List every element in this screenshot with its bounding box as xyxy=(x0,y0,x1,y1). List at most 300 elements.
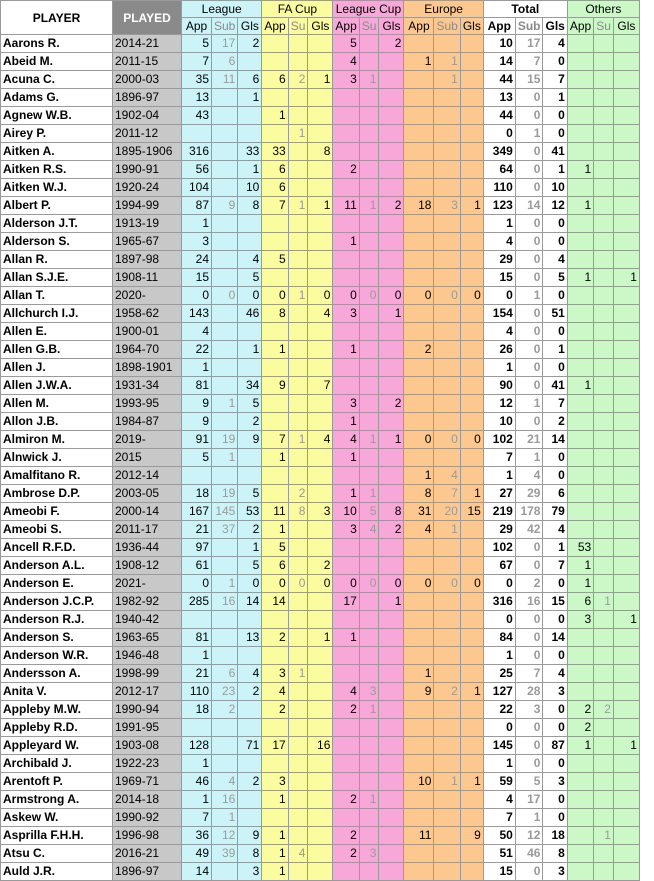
europe-app-cell xyxy=(404,791,434,809)
facup-app-cell: 3 xyxy=(262,773,288,791)
league-app-cell: 46 xyxy=(182,773,212,791)
facup-sub-cell xyxy=(288,161,308,179)
europe-app-cell xyxy=(404,395,434,413)
facup-app-cell: 5 xyxy=(262,251,288,269)
facup-sub-cell xyxy=(288,215,308,233)
facup-gls-cell xyxy=(308,251,333,269)
total-gls-cell: 14 xyxy=(543,629,567,647)
leaguecup-sub-cell xyxy=(359,449,379,467)
total-app-cell: 84 xyxy=(483,629,515,647)
others-gls-cell xyxy=(613,215,639,233)
others-sub-cell xyxy=(594,71,614,89)
europe-sub-cell xyxy=(434,359,460,377)
played-years-cell: 2014-18 xyxy=(113,791,182,809)
facup-sub-cell: 1 xyxy=(288,125,308,143)
facup-app-cell: 2 xyxy=(262,629,288,647)
played-years-cell: 2011-17 xyxy=(113,521,182,539)
others-app-cell xyxy=(567,233,593,251)
europe-app-cell xyxy=(404,89,434,107)
total-sub-cell: 0 xyxy=(515,341,543,359)
europe-sub-cell xyxy=(434,557,460,575)
facup-app-cell xyxy=(262,323,288,341)
europe-sub-cell: 0 xyxy=(434,431,460,449)
total-app-cell: 29 xyxy=(483,251,515,269)
total-app-cell: 102 xyxy=(483,539,515,557)
league-gls-cell xyxy=(238,755,262,773)
europe-gls-cell: 1 xyxy=(460,197,483,215)
league-app-cell: 4 xyxy=(182,323,212,341)
table-row xyxy=(1,179,640,197)
league-app-cell: 97 xyxy=(182,539,212,557)
others-app-cell: 1 xyxy=(567,557,593,575)
player-name-cell: Appleyard W. xyxy=(1,737,113,755)
europe-sub-cell xyxy=(434,323,460,341)
others-app-cell: 2 xyxy=(567,701,593,719)
europe-gls-cell xyxy=(460,845,483,863)
leaguecup-app-cell: 0 xyxy=(333,575,359,593)
played-years-cell: 1984-87 xyxy=(113,413,182,431)
facup-sub-cell xyxy=(288,413,308,431)
league-app-cell: 91 xyxy=(182,431,212,449)
league-sub-cell xyxy=(212,719,238,737)
others-gls-cell xyxy=(613,71,639,89)
player-name-cell: Auld J.R. xyxy=(1,863,113,881)
leaguecup-gls-cell: 1 xyxy=(379,593,404,611)
facup-gls-cell xyxy=(308,467,333,485)
others-gls-cell xyxy=(613,161,639,179)
leaguecup-sub-cell xyxy=(359,809,379,827)
total-app-cell: 67 xyxy=(483,557,515,575)
table-row xyxy=(1,683,640,701)
europe-app-cell xyxy=(404,755,434,773)
others-gls-cell xyxy=(613,575,639,593)
leaguecup-sub-cell xyxy=(359,755,379,773)
player-name-cell: Askew W. xyxy=(1,809,113,827)
player-name-cell: Almiron M. xyxy=(1,431,113,449)
league-app-cell: 18 xyxy=(182,485,212,503)
total-gls-cell: 7 xyxy=(543,557,567,575)
total-app-cell: 59 xyxy=(483,773,515,791)
player-name-cell: Anderson J.C.P. xyxy=(1,593,113,611)
facup-app-cell: 6 xyxy=(262,179,288,197)
player-name-cell: Ameobi S. xyxy=(1,521,113,539)
total-app-cell: 13 xyxy=(483,89,515,107)
league-app-cell: 9 xyxy=(182,413,212,431)
facup-gls-cell xyxy=(308,359,333,377)
others-sub-cell: 1 xyxy=(594,827,614,845)
leaguecup-sub-cell: 1 xyxy=(359,791,379,809)
league-gls-cell: 53 xyxy=(238,503,262,521)
player-name-cell: Anderson S. xyxy=(1,629,113,647)
others-app-cell xyxy=(567,773,593,791)
leaguecup-gls-cell xyxy=(379,557,404,575)
europe-gls-cell xyxy=(460,557,483,575)
played-years-cell: 1996-98 xyxy=(113,827,182,845)
facup-subheader-sub: Su xyxy=(288,18,308,35)
table-row xyxy=(1,449,640,467)
facup-gls-cell: 7 xyxy=(308,377,333,395)
leaguecup-gls-cell xyxy=(379,449,404,467)
others-sub-cell xyxy=(594,125,614,143)
leaguecup-app-cell xyxy=(333,125,359,143)
total-app-cell: 4 xyxy=(483,791,515,809)
league-gls-cell: 1 xyxy=(238,341,262,359)
total-gls-cell: 5 xyxy=(543,269,567,287)
leaguecup-gls-cell xyxy=(379,71,404,89)
facup-gls-cell: 1 xyxy=(308,71,333,89)
league-sub-cell xyxy=(212,305,238,323)
league-gls-cell: 9 xyxy=(238,431,262,449)
europe-app-cell xyxy=(404,179,434,197)
facup-sub-cell xyxy=(288,755,308,773)
league-sub-cell xyxy=(212,233,238,251)
league-sub-cell: 0 xyxy=(212,287,238,305)
others-sub-cell xyxy=(594,719,614,737)
total-gls-cell: 1 xyxy=(543,89,567,107)
league-sub-cell: 1 xyxy=(212,575,238,593)
facup-sub-cell xyxy=(288,737,308,755)
leaguecup-app-cell: 3 xyxy=(333,521,359,539)
leaguecup-gls-cell xyxy=(379,683,404,701)
others-app-cell xyxy=(567,215,593,233)
europe-gls-cell xyxy=(460,809,483,827)
europe-sub-cell xyxy=(434,233,460,251)
league-app-cell: 5 xyxy=(182,449,212,467)
leaguecup-gls-cell: 2 xyxy=(379,35,404,53)
others-sub-cell xyxy=(594,305,614,323)
league-gls-cell: 71 xyxy=(238,737,262,755)
league-app-cell xyxy=(182,125,212,143)
table-row xyxy=(1,611,640,629)
total-app-cell: 51 xyxy=(483,845,515,863)
league-gls-cell xyxy=(238,359,262,377)
player-name-cell: Allan R. xyxy=(1,251,113,269)
table-row xyxy=(1,755,640,773)
others-gls-cell xyxy=(613,323,639,341)
facup-gls-cell xyxy=(308,161,333,179)
total-sub-cell: 0 xyxy=(515,305,543,323)
others-gls-cell xyxy=(613,341,639,359)
player-name-cell: Aitken W.J. xyxy=(1,179,113,197)
player-name-cell: Aarons R. xyxy=(1,35,113,53)
total-sub-cell: 0 xyxy=(515,539,543,557)
total-app-cell: 10 xyxy=(483,35,515,53)
league-gls-cell: 2 xyxy=(238,683,262,701)
league-subheader-gls: Gls xyxy=(238,18,262,35)
leaguecup-app-cell xyxy=(333,755,359,773)
facup-sub-cell xyxy=(288,701,308,719)
player-name-cell: Allchurch I.J. xyxy=(1,305,113,323)
others-sub-cell xyxy=(594,161,614,179)
europe-app-cell: 8 xyxy=(404,485,434,503)
facup-sub-cell xyxy=(288,269,308,287)
player-name-cell: Agnew W.B. xyxy=(1,107,113,125)
facup-app-cell xyxy=(262,413,288,431)
facup-app-cell: 1 xyxy=(262,863,288,881)
total-sub-cell: 1 xyxy=(515,125,543,143)
facup-gls-cell xyxy=(308,845,333,863)
others-subheader-app: App xyxy=(567,18,593,35)
others-sub-cell: 1 xyxy=(594,593,614,611)
table-row xyxy=(1,467,640,485)
others-app-cell: 53 xyxy=(567,539,593,557)
player-name-cell: Allen J.W.A. xyxy=(1,377,113,395)
europe-sub-cell xyxy=(434,593,460,611)
total-sub-cell: 0 xyxy=(515,719,543,737)
total-sub-cell: 0 xyxy=(515,251,543,269)
table-row xyxy=(1,773,640,791)
total-sub-cell: 12 xyxy=(515,827,543,845)
league-gls-cell xyxy=(238,323,262,341)
played-years-cell: 1990-91 xyxy=(113,161,182,179)
total-app-cell: 154 xyxy=(483,305,515,323)
facup-sub-cell xyxy=(288,251,308,269)
table-row xyxy=(1,485,640,503)
others-sub-cell xyxy=(594,755,614,773)
europe-gls-cell xyxy=(460,107,483,125)
europe-sub-cell: 1 xyxy=(434,521,460,539)
total-sub-cell: 1 xyxy=(515,395,543,413)
facup-app-cell: 1 xyxy=(262,449,288,467)
europe-group-header: Europe xyxy=(404,1,483,18)
leaguecup-gls-cell xyxy=(379,161,404,179)
others-sub-cell xyxy=(594,773,614,791)
leaguecup-gls-cell xyxy=(379,233,404,251)
europe-app-cell xyxy=(404,125,434,143)
others-gls-cell xyxy=(613,359,639,377)
player-name-cell: Andersson A. xyxy=(1,665,113,683)
facup-sub-cell: 1 xyxy=(288,287,308,305)
played-years-cell: 1903-08 xyxy=(113,737,182,755)
league-gls-cell: 5 xyxy=(238,395,262,413)
facup-app-cell xyxy=(262,395,288,413)
leaguecup-app-cell xyxy=(333,665,359,683)
facup-app-cell: 1 xyxy=(262,107,288,125)
league-sub-cell xyxy=(212,179,238,197)
facup-sub-cell xyxy=(288,521,308,539)
player-name-cell: Appleby M.W. xyxy=(1,701,113,719)
league-sub-cell: 23 xyxy=(212,683,238,701)
total-gls-cell: 0 xyxy=(543,323,567,341)
europe-gls-cell xyxy=(460,719,483,737)
player-name-cell: Arentoft P. xyxy=(1,773,113,791)
player-name-cell: Armstrong A. xyxy=(1,791,113,809)
league-app-cell: 56 xyxy=(182,161,212,179)
europe-subheader-gls: Gls xyxy=(460,18,483,35)
facup-app-cell xyxy=(262,233,288,251)
others-sub-cell xyxy=(594,53,614,71)
league-gls-cell xyxy=(238,215,262,233)
table-row xyxy=(1,305,640,323)
facup-sub-cell xyxy=(288,773,308,791)
total-app-cell: 7 xyxy=(483,449,515,467)
played-years-cell: 1908-11 xyxy=(113,269,182,287)
europe-gls-cell xyxy=(460,395,483,413)
europe-sub-cell xyxy=(434,107,460,125)
leaguecup-gls-cell: 8 xyxy=(379,503,404,521)
table-row xyxy=(1,71,640,89)
facup-gls-cell xyxy=(308,701,333,719)
europe-gls-cell xyxy=(460,377,483,395)
league-app-cell: 1 xyxy=(182,791,212,809)
league-app-cell: 167 xyxy=(182,503,212,521)
leaguecup-app-cell: 2 xyxy=(333,845,359,863)
table-row xyxy=(1,719,640,737)
facup-gls-cell xyxy=(308,179,333,197)
league-app-cell: 1 xyxy=(182,359,212,377)
leaguecup-gls-cell xyxy=(379,125,404,143)
table-row xyxy=(1,233,640,251)
total-app-cell: 44 xyxy=(483,71,515,89)
leaguecup-sub-cell: 3 xyxy=(359,683,379,701)
player-name-cell: Allen E. xyxy=(1,323,113,341)
leaguecup-gls-cell: 0 xyxy=(379,575,404,593)
leaguecup-gls-cell xyxy=(379,251,404,269)
leaguecup-app-cell: 1 xyxy=(333,485,359,503)
facup-app-cell: 14 xyxy=(262,593,288,611)
others-sub-cell xyxy=(594,341,614,359)
leaguecup-gls-cell xyxy=(379,809,404,827)
europe-sub-cell xyxy=(434,269,460,287)
played-years-cell: 1931-34 xyxy=(113,377,182,395)
europe-gls-cell xyxy=(460,701,483,719)
europe-gls-cell xyxy=(460,755,483,773)
europe-gls-cell xyxy=(460,305,483,323)
others-subheader-gls: Gls xyxy=(613,18,639,35)
facup-sub-cell xyxy=(288,179,308,197)
total-app-cell: 12 xyxy=(483,395,515,413)
league-gls-cell: 0 xyxy=(238,575,262,593)
league-sub-cell: 6 xyxy=(212,53,238,71)
total-sub-cell: 17 xyxy=(515,35,543,53)
facup-sub-cell xyxy=(288,449,308,467)
total-app-cell: 50 xyxy=(483,827,515,845)
europe-gls-cell xyxy=(460,125,483,143)
league-sub-cell xyxy=(212,89,238,107)
table-row xyxy=(1,593,640,611)
leaguecup-app-cell xyxy=(333,179,359,197)
leaguecup-app-cell xyxy=(333,647,359,665)
others-sub-cell xyxy=(594,737,614,755)
table-row xyxy=(1,701,640,719)
league-app-cell: 81 xyxy=(182,629,212,647)
europe-app-cell xyxy=(404,449,434,467)
europe-sub-cell: 20 xyxy=(434,503,460,521)
facup-app-cell: 7 xyxy=(262,431,288,449)
europe-gls-cell xyxy=(460,251,483,269)
league-gls-cell xyxy=(238,467,262,485)
leaguecup-gls-cell xyxy=(379,791,404,809)
facup-gls-cell xyxy=(308,593,333,611)
total-sub-cell: 0 xyxy=(515,863,543,881)
player-name-cell: Allen M. xyxy=(1,395,113,413)
leaguecup-app-cell: 2 xyxy=(333,161,359,179)
league-app-cell: 1 xyxy=(182,215,212,233)
total-gls-cell: 41 xyxy=(543,143,567,161)
league-gls-cell: 34 xyxy=(238,377,262,395)
facup-gls-cell: 0 xyxy=(308,287,333,305)
played-years-cell: 1990-94 xyxy=(113,701,182,719)
others-gls-cell xyxy=(613,143,639,161)
table-row xyxy=(1,287,640,305)
others-sub-cell xyxy=(594,143,614,161)
total-app-cell: 1 xyxy=(483,215,515,233)
leaguecup-app-cell xyxy=(333,269,359,287)
leaguecup-app-cell: 1 xyxy=(333,233,359,251)
others-sub-cell xyxy=(594,215,614,233)
facup-app-cell: 33 xyxy=(262,143,288,161)
others-app-cell: 1 xyxy=(567,575,593,593)
total-subheader-app: App xyxy=(483,18,515,35)
total-sub-cell: 0 xyxy=(515,161,543,179)
league-gls-cell: 0 xyxy=(238,287,262,305)
facup-sub-cell xyxy=(288,809,308,827)
played-years-cell: 1940-42 xyxy=(113,611,182,629)
league-sub-cell xyxy=(212,413,238,431)
total-gls-cell: 1 xyxy=(543,161,567,179)
leaguecup-sub-cell xyxy=(359,269,379,287)
leaguecup-gls-cell: 2 xyxy=(379,197,404,215)
total-app-cell: 110 xyxy=(483,179,515,197)
leaguecup-sub-cell xyxy=(359,251,379,269)
europe-gls-cell xyxy=(460,215,483,233)
leaguecup-gls-cell xyxy=(379,143,404,161)
facup-gls-cell xyxy=(308,89,333,107)
facup-sub-cell xyxy=(288,863,308,881)
others-gls-cell xyxy=(613,125,639,143)
europe-app-cell: 0 xyxy=(404,287,434,305)
total-app-cell: 145 xyxy=(483,737,515,755)
facup-gls-cell: 4 xyxy=(308,431,333,449)
facup-sub-cell xyxy=(288,341,308,359)
leaguecup-sub-cell xyxy=(359,719,379,737)
leaguecup-sub-cell xyxy=(359,341,379,359)
europe-gls-cell xyxy=(460,341,483,359)
total-sub-cell: 0 xyxy=(515,737,543,755)
table-row xyxy=(1,53,640,71)
others-gls-cell xyxy=(613,107,639,125)
group-header-row xyxy=(1,1,640,18)
facup-app-cell: 1 xyxy=(262,521,288,539)
league-gls-cell: 8 xyxy=(238,197,262,215)
facup-gls-cell xyxy=(308,413,333,431)
others-sub-cell xyxy=(594,485,614,503)
leaguecup-app-cell: 1 xyxy=(333,449,359,467)
player-name-cell: Anderson W.R. xyxy=(1,647,113,665)
europe-gls-cell xyxy=(460,413,483,431)
europe-app-cell xyxy=(404,629,434,647)
total-app-cell: 0 xyxy=(483,719,515,737)
others-app-cell xyxy=(567,413,593,431)
played-years-cell: 1990-92 xyxy=(113,809,182,827)
played-years-cell: 1958-62 xyxy=(113,305,182,323)
total-sub-cell: 0 xyxy=(515,377,543,395)
facup-app-cell: 6 xyxy=(262,71,288,89)
played-years-cell: 1993-95 xyxy=(113,395,182,413)
facup-app-cell xyxy=(262,215,288,233)
leaguecup-sub-cell: 1 xyxy=(359,197,379,215)
europe-gls-cell xyxy=(460,269,483,287)
total-app-cell: 7 xyxy=(483,809,515,827)
europe-sub-cell xyxy=(434,35,460,53)
table-row xyxy=(1,557,640,575)
played-years-cell: 2015 xyxy=(113,449,182,467)
leaguecup-sub-cell: 0 xyxy=(359,287,379,305)
table-row xyxy=(1,521,640,539)
facup-sub-cell: 4 xyxy=(288,845,308,863)
leaguecup-sub-cell xyxy=(359,323,379,341)
total-gls-cell: 0 xyxy=(543,449,567,467)
